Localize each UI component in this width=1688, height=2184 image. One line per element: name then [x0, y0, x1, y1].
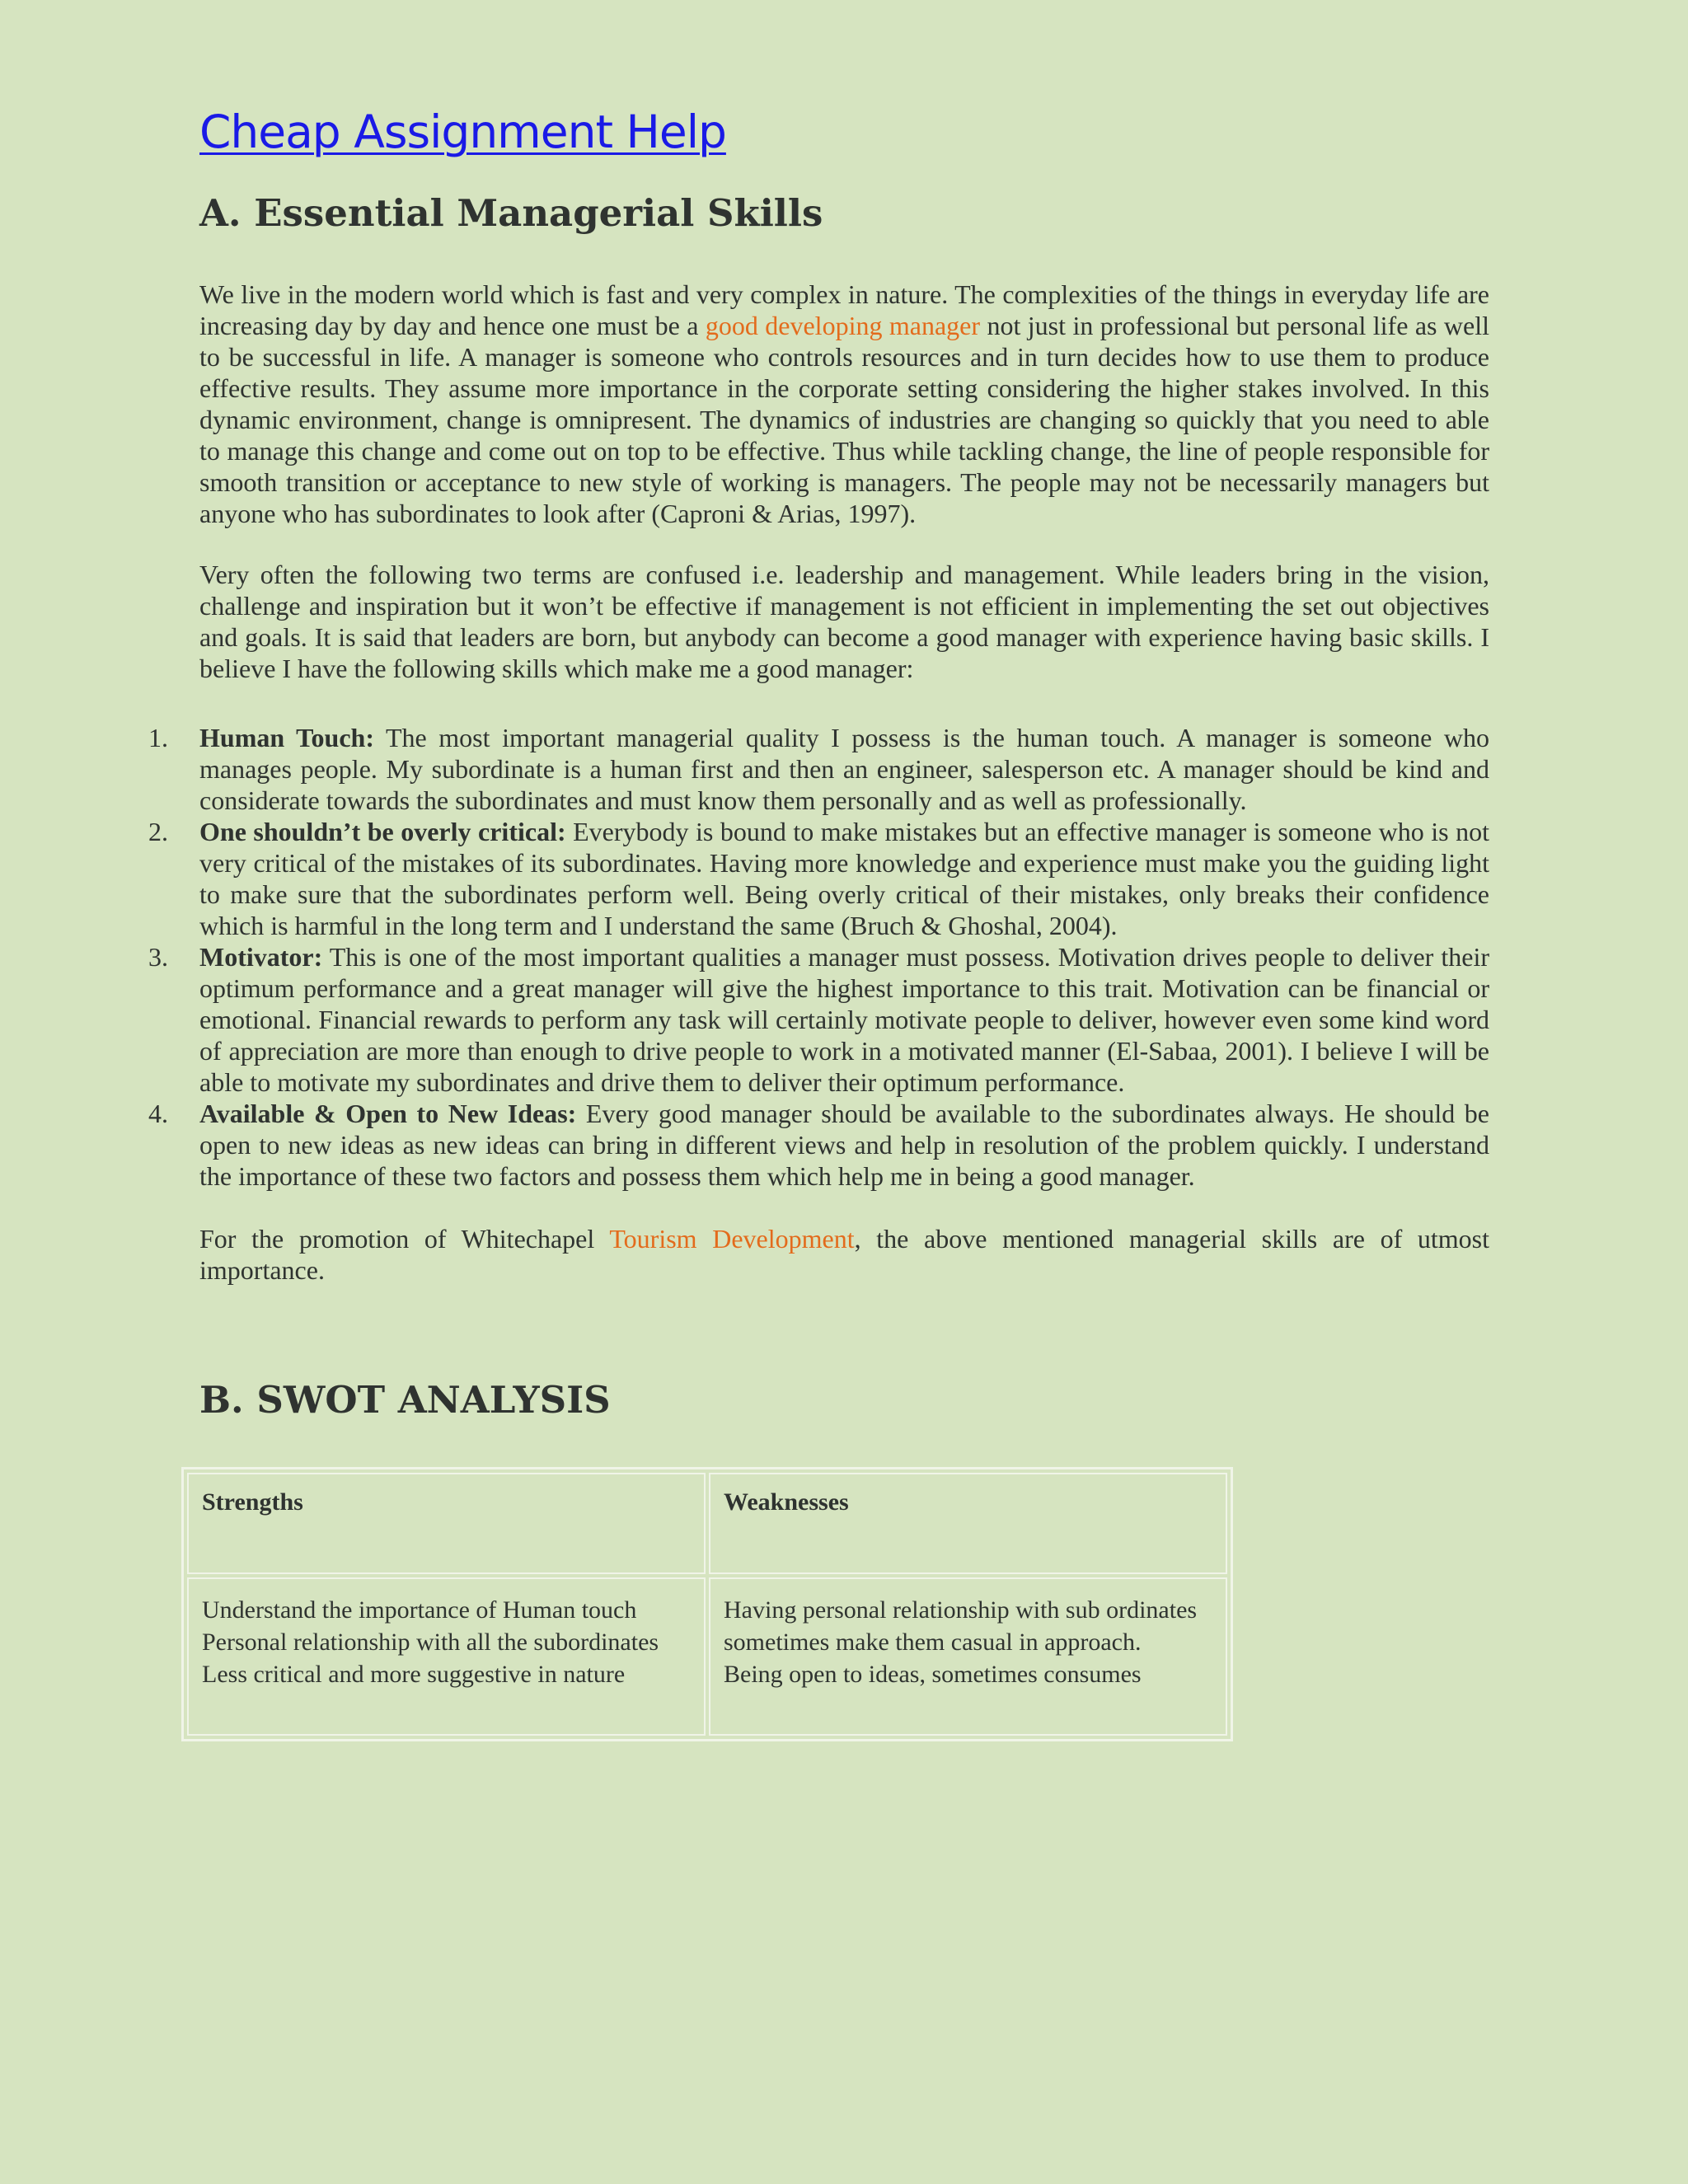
- table-header-row: [187, 1473, 1227, 1574]
- good-developing-manager-link[interactable]: good developing manager: [705, 311, 981, 340]
- section-a-title: A. Essential Managerial Skills: [199, 191, 823, 235]
- table-row: [187, 1577, 1227, 1736]
- list-item-number: 2.: [148, 817, 168, 846]
- list-item: [148, 941, 1489, 1098]
- weaknesses-header: Weaknesses: [709, 1473, 1227, 1574]
- list-item-number: 1.: [148, 723, 168, 752]
- list-item: [148, 722, 1490, 816]
- strengths-cell: [187, 1577, 706, 1736]
- list-item: [148, 816, 1490, 941]
- list-item-text: [199, 722, 1489, 816]
- document-page: [148, 99, 1490, 1741]
- strengths-header: Strengths: [187, 1473, 706, 1574]
- tourism-paragraph: [199, 1223, 1489, 1286]
- list-item-description: This is one of the most important qualities a manager must possess. Motivation drives people to deliver their optimum performance and a great manager will give the highest importance to this trait. Motivation can be financial or emotional. Financial rewards to perform any task will certainly motivate people to deliver, however even some kind word of appreciation are more than enough to drive people to work in a motivated manner (El-Sabaa, 2001). I believe I will be able to motivate my subordinates and drive them to deliver their optimum performance.: [199, 942, 1489, 1097]
- list-item-term: Human Touch:: [199, 723, 374, 752]
- list-item-term: Motivator:: [199, 942, 323, 972]
- strength-item: Personal relationship with all the subordinates: [202, 1629, 659, 1656]
- weaknesses-cell: [709, 1577, 1227, 1736]
- list-item-term: One shouldn’t be overly critical:: [199, 817, 566, 846]
- leadership-paragraph: Very often the following two terms are confused i.e. leadership and management. While leaders bring in the vision, challenge and inspiration but it won’t be effective if management is not efficient in implementing the set out objectives and goals. It is said that leaders are born, but anybody can become a good manager with experience having basic skills. I believe I have the following skills which make me a good manager:: [199, 560, 1489, 683]
- skills-list: [148, 722, 1490, 1192]
- weakness-item: Being open to ideas, sometimes consumes: [724, 1661, 1142, 1688]
- list-item-number: 3.: [148, 942, 168, 972]
- swot-table: [181, 1467, 1233, 1741]
- cheap-assignment-help-link[interactable]: Cheap Assignment Help: [199, 105, 726, 158]
- strength-item: Understand the importance of Human touch: [202, 1596, 637, 1624]
- list-item-text: [199, 941, 1489, 1098]
- list-item-text: [199, 816, 1489, 941]
- tourism-text-end: , the above mentioned managerial skills are of utmost importance.: [199, 1224, 1490, 1285]
- intro-text-start: We live in the modern world which is fast and very complex in nature. The complexities of the things in everyday life are increasing day by day and hence one must be a: [199, 279, 1489, 340]
- tourism-text-start: For the promotion of Whitechapel: [199, 1224, 610, 1254]
- strength-item: Less critical and more suggestive in nature: [202, 1661, 626, 1688]
- list-item: [148, 1098, 1490, 1192]
- tourism-development-link[interactable]: Tourism Development: [609, 1224, 855, 1254]
- section-b-title: B. SWOT ANALYSIS: [199, 1378, 611, 1422]
- weakness-item: Having personal relationship with sub ordinates sometimes make them casual in approach.: [724, 1596, 1198, 1656]
- list-item-description: Everybody is bound to make mistakes but an effective manager is someone who is not very critical of the mistakes of its subordinates. Having more knowledge and experience must make you the guiding light to make sure that the subordinates perform well. Being overly critical of their mistakes, only breaks their confidence which is harmful in the long term and I understand the same (Bruch & Ghoshal, 2004).: [199, 817, 1490, 940]
- list-item-text: [199, 1098, 1489, 1192]
- intro-paragraph: [199, 279, 1489, 529]
- list-item-description: Every good manager should be available to the subordinates always. He should be open to new ideas as new ideas can bring in different views and help in resolution of the problem quickly. I understand the importance of these two factors and possess them which help me in being a good manager.: [199, 1099, 1490, 1191]
- list-item-description: The most important managerial quality I possess is the human touch. A manager is someone who manages people. My subordinate is a human first and then an engineer, salesperson etc. A manager should be kind and considerate towards the subordinates and must know them personally and as well as professionally.: [199, 723, 1490, 815]
- intro-text-end: not just in professional but personal life as well to be successful in life. A manager is someone who controls resources and in turn decides how to use them to produce effective results. They assume more importance in the corporate setting considering the higher stakes involved. In this dynamic environment, change is omnipresent. The dynamics of industries are changing so quickly that you need to able to manage this change and come out on top to be effective. Thus while tackling change, the line of people responsible for smooth transition or acceptance to new style of working is managers. The people may not be necessarily managers but anyone who has subordinates to look after (Caproni & Arias, 1997).: [199, 311, 1490, 528]
- section-spacer: [199, 1286, 1489, 1373]
- list-item-number: 4.: [148, 1099, 168, 1128]
- list-item-term: Available & Open to New Ideas:: [199, 1099, 577, 1128]
